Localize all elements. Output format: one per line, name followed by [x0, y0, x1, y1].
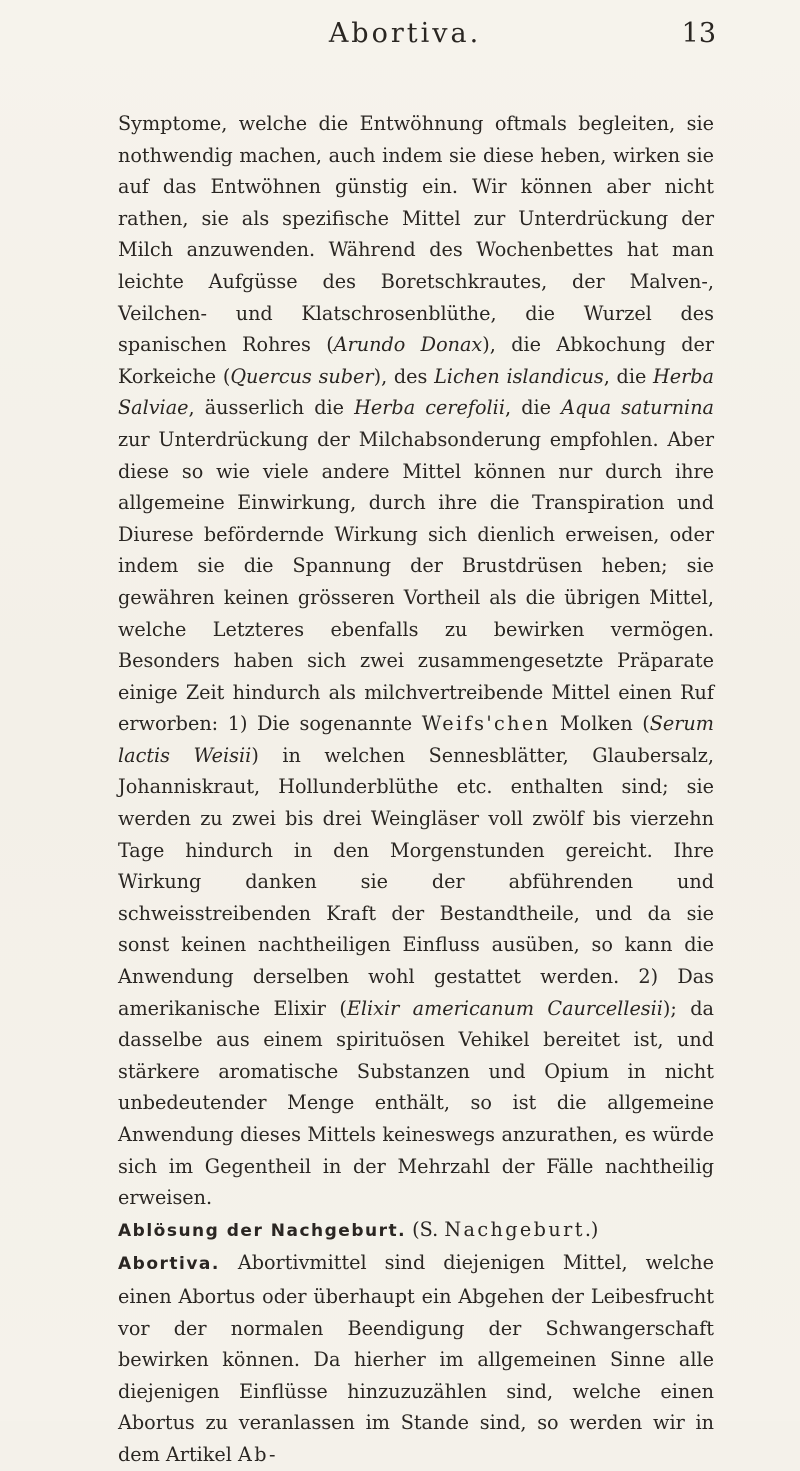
page-number: 13 [681, 18, 716, 49]
spaced-name-weifs: Weifs'chen [421, 712, 551, 736]
entry-heading-abortiva: Abortiva. [118, 1254, 220, 1275]
latin-term-herba-cerefolii: Herba cerefolii [354, 396, 505, 420]
latin-term-quercus-suber: Quercus suber [230, 364, 374, 388]
cross-reference-ab: Ab- [238, 1442, 278, 1466]
text-run: ) in welchen Sennesblätter, Glaubersalz, Johanniskraut, Hollunderblüthe etc. enthalten sind; sie werden zu zwei bis drei Weingläser voll zwölf bis vierzehn Tage hindurch in den Morgenstunden gereicht. Ihre Wirkung danken sie der abführenden und schweisstreibenden Kraft der Bestandtheile, und da sie sonst keinen nachtheiligen Einfluss ausüben, so kann die Anwendung derselben wohl gestattet werden. 2) Das amerikanische Elixir ( [118, 743, 714, 1020]
text-run: , äusserlich die [188, 396, 355, 420]
text-run: ); da dasselbe aus einem spirituösen Vehikel bereitet ist, und stärkere aromatische Substanzen und Opium in nicht unbedeutender Menge enthält, so ist die allgemeine Anwendung dieses Mittels keineswegs anzurathen, es würde sich im Gegentheil in der Mehrzahl der Fälle nachtheilig erweisen. [118, 996, 714, 1210]
body-text [118, 108, 714, 1471]
text-run: Molken ( [550, 712, 650, 736]
entry-abortiva [118, 1247, 714, 1470]
text-run: Symptome, welche die Entwöhnung oftmals begleiten, sie nothwendig machen, auch indem sie diese heben, wirken sie auf das Entwöhnen günstig ein. Wir können aber nicht rathen, sie als spezifische Mittel zur Unterdrückung der Milch anzuwenden. Während des Wochenbettes hat man leichte Aufgüsse des Boretschkrautes, der Malven-, Veilchen- und Klatschrosenblüthe, die Wurzel des spanischen Rohres ( [118, 112, 714, 357]
entry-heading-abloesung: Ablösung der Nachgeburt. [118, 1220, 407, 1241]
latin-term-aqua-saturnina: Aqua saturnina [561, 396, 714, 420]
running-title: Abortiva. [328, 18, 482, 49]
cross-reference-nachgeburt: Nachgeburt [444, 1217, 585, 1241]
text-run: ), die Abkochung der Korkeiche ( [118, 333, 715, 388]
text-run: , die [603, 364, 654, 388]
paragraph-symptome [118, 108, 714, 1214]
latin-term-elixir-americanum: Elixir americanum Caurcellesii [346, 996, 663, 1020]
running-head [0, 12, 800, 52]
text-run: ), des [373, 364, 435, 388]
latin-term-serum-lactis: Serum lactis Weisii [118, 712, 714, 767]
text-run: Abortivmittel sind diejenigen Mittel, welche einen Abortus oder überhaupt ein Abgehen der Leibesfrucht vor der normalen Beendigung der Schwangerschaft bewirken können. Da hierher im allgemeinen Sinne alle diejenigen Einflüsse hinzuzuzählen sind, welche einen Abortus zu veranlassen im Stande sind, so werden wir in dem Artikel [118, 1251, 714, 1466]
text-run: .) [584, 1217, 599, 1241]
latin-term-lichen-islandicus: Lichen islandicus [434, 364, 604, 388]
entry-abloesung-der-nachgeburt [118, 1214, 714, 1248]
text-run: (S. [406, 1217, 445, 1241]
latin-term-arundo-donax: Arundo Donax [333, 333, 483, 357]
text-run: , die [504, 396, 562, 420]
latin-term-herba-salviae: Herba Salviae [118, 364, 714, 420]
text-run: zur Unterdrückung der Milchabsonderung empfohlen. Aber diese so wie viele andere Mittel können nur durch ihre allgemeine Einwirkung, durch ihre die Transpiration und Diurese befördernde Wirkung sich dienlich erweisen, oder indem sie die Spannung der Brustdrüsen heben; sie gewähren keinen grösseren Vortheil als die übrigen Mittel, welche Letzteres ebenfalls zu bewirken vermögen. Besonders haben sich zwei zusammengesetzte Präparate einige Zeit hindurch als milchvertreibende Mittel einen Ruf erworben: 1) Die sogenannte [118, 427, 714, 736]
